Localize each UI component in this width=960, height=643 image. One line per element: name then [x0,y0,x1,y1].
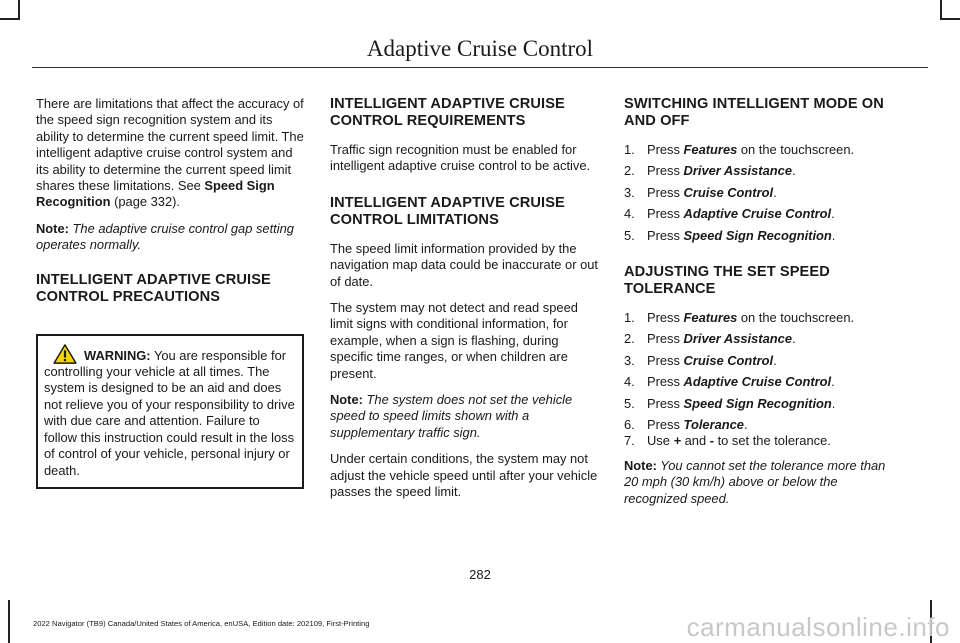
list-item [624,396,894,412]
limitations-paragraph-2: The system may not detect and read speed limit signs with conditional information, for example, when a sign is flashing, during specific time ranges, or when children are present. [330,300,578,381]
list-item [624,228,894,244]
minus-button-label: - [709,433,715,449]
header-divider [32,67,928,68]
page-number: 282 [469,567,491,582]
list-item [624,433,894,449]
plus-button-label: + [673,433,682,449]
menu-item-reference: Adaptive Cruise Control [683,374,832,390]
note-text: You cannot set the tolerance more than 20 mph (30 km/h) above or below the recognized speed. [624,457,886,506]
menu-item-reference: Features [683,142,738,157]
step-number: 1. [624,142,635,157]
step-number: 7. [624,433,635,449]
list-item [624,353,894,369]
page-ref: (page 332). [110,194,180,210]
intro-text: There are limitations that affect the accuracy of the speed sign recognition system and its ability to determine the current speed limit. The intelligent adaptive cruise control system and its ability to determine the current speed limit shares these limitations. See [36,96,304,194]
limitations-note [330,392,600,441]
tolerance-steps-list [624,310,894,433]
crop-mark [0,18,20,20]
step-text: Press Speed Sign Recognition. [647,227,836,243]
menu-item-reference: Driver Assistance [683,331,792,347]
menu-item-reference: Driver Assistance [683,163,792,179]
note-text: The adaptive cruise control gap setting operates normally. [36,220,294,253]
warning-text: You are responsible for controlling your vehicle at all times. The system is designed to be an aid and does not relieve you of your responsibility to drive with due care and attention. Failure to follow this instruction could result in the loss of control of your vehicle, personal injury or death. [44,347,295,478]
limitations-paragraph-1: The speed limit information provided by the navigation map data could be inaccurate or out of date. [330,240,599,289]
note-paragraph [36,221,304,254]
menu-item-reference: Adaptive Cruise Control [683,206,832,222]
step-text: Press Features on the touchscreen. [647,310,855,326]
tolerance-note [624,458,894,507]
page-title: Adaptive Cruise Control [366,36,594,61]
step-number: 6. [624,417,635,433]
warning-box [36,334,304,489]
step-number: 2. [624,331,635,347]
step-number: 4. [624,374,635,390]
speed-sign-recognition-link[interactable]: Speed Sign Recognition [36,178,275,210]
list-item [624,417,894,433]
precautions-heading: INTELLIGENT ADAPTIVE CRUISE CONTROL PRECAUTIONS [36,271,271,305]
note-label: Note: [624,457,657,473]
note-text: The system does not set the vehicle speed to speed limits shown with a supplementary traffic sign. [330,392,573,440]
crop-mark [8,600,10,643]
menu-item-reference: Cruise Control [683,352,774,368]
list-item [624,142,894,158]
step-text: Press Cruise Control. [647,184,777,200]
limitations-paragraph-3: Under certain conditions, the system may not adjust the vehicle speed until after your vehicle passes the speed limit. [330,451,598,500]
note-label: Note: [330,392,363,408]
step-text: Press Adaptive Cruise Control. [647,206,835,222]
step-text: Press Speed Sign Recognition. [647,395,836,411]
limitations-heading: INTELLIGENT ADAPTIVE CRUISE CONTROL LIMITATIONS [330,194,565,228]
step-text: Use + and - to set the tolerance. [647,433,831,449]
warning-label: WARNING: [84,347,151,363]
step-text: Press Driver Assistance. [647,331,796,347]
step-number: 5. [624,395,635,411]
menu-item-reference: Cruise Control [683,184,774,200]
footer-edition-info: 2022 Navigator (TB9) Canada/United States of America, enUSA, Edition date: 202109, First-Printing [33,619,370,628]
list-item [624,163,894,179]
note-label: Note: [36,220,69,236]
warning-triangle-icon [52,344,78,364]
switching-steps-list [624,142,894,244]
step-text: Press Driver Assistance. [647,163,796,179]
crop-mark [940,18,960,20]
step-text: Press Cruise Control. [647,352,777,368]
menu-item-reference: Speed Sign Recognition [683,395,832,411]
step-number: 3. [624,352,635,368]
column-right [624,96,894,517]
menu-item-reference: Speed Sign Recognition [683,227,832,243]
list-item [624,331,894,347]
menu-item-reference: Features [683,310,738,326]
switching-heading: SWITCHING INTELLIGENT MODE ON AND OFF [624,96,884,129]
column-middle [330,96,600,511]
step-number: 4. [624,206,635,222]
list-item [624,374,894,390]
step-number: 2. [624,163,635,179]
crop-mark [18,0,20,20]
intro-paragraph [36,96,304,211]
step-number: 5. [624,227,635,243]
step-number: 1. [624,310,635,326]
list-item [624,185,894,201]
requirements-text: Traffic sign recognition must be enabled for intelligent adaptive cruise control to be active. [330,142,591,174]
menu-item-reference: Tolerance [683,417,744,433]
step-text: Press Tolerance. [647,417,748,433]
watermark: carmanualsonline.info [686,612,950,642]
step-number: 3. [624,184,635,200]
tolerance-heading: ADJUSTING THE SET SPEED TOLERANCE [624,264,830,298]
step-text: Press Adaptive Cruise Control. [647,374,835,390]
list-item [624,206,894,222]
step-text: Press Features on the touchscreen. [647,142,855,157]
requirements-heading: INTELLIGENT ADAPTIVE CRUISE CONTROL REQUIREMENTS [330,96,565,129]
list-item [624,310,894,326]
crop-mark [940,0,942,20]
tolerance-step-7 [624,433,894,449]
column-left [36,96,304,489]
